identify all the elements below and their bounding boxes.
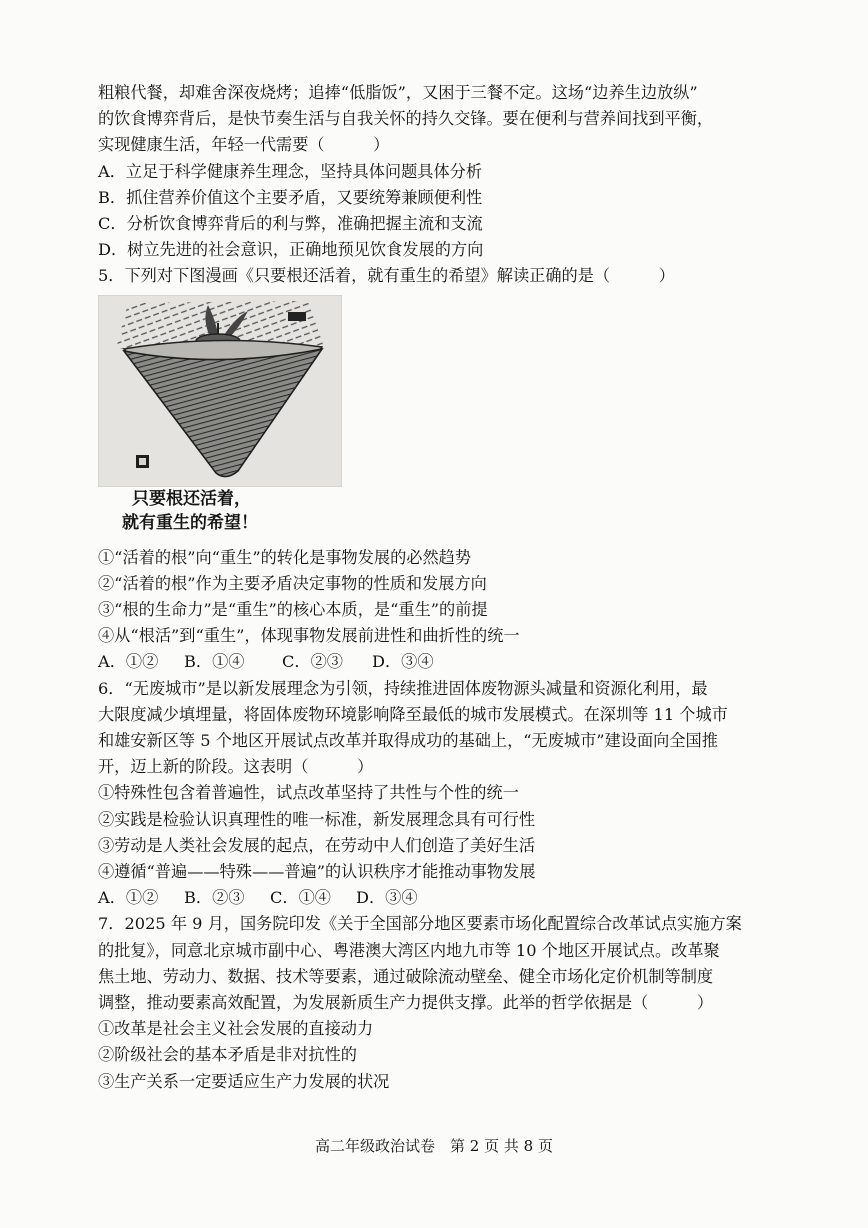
q5-statement-2: ②“活着的根”作为主要矛盾决定事物的性质和发展方向 xyxy=(98,573,487,593)
q5-statement-1: ①“活着的根”向“重生”的转化是事物发展的必然趋势 xyxy=(98,547,472,567)
q6-choice-a: A．①② xyxy=(98,888,159,908)
q4-stem-line-3: 实现健康生活，年轻一代需要（ ） xyxy=(98,135,390,155)
q6-stem-line-2: 大限度减少填埋量，将固体废物环境影响降至最低的城市发展模式。在深圳等 11 个城市 xyxy=(98,704,728,724)
q4-option-d: D．树立先进的社会意识，正确地预见饮食发展的方向 xyxy=(98,240,484,260)
q7-statement-2: ②阶级社会的基本矛盾是非对抗性的 xyxy=(98,1045,357,1065)
cartoon-image xyxy=(98,295,342,487)
q6-stem-line-4: 开，迈上新的阶段。这表明（ ） xyxy=(98,757,374,777)
page-footer: 高二年级政治试卷 第 2 页 共 8 页 xyxy=(315,1137,553,1155)
question-4 xyxy=(98,80,798,263)
q4-stem-line-2: 的饮食博弈背后，是快节奏生活与自我关怀的持久交锋。要在便利与营养间找到平衡， xyxy=(98,109,714,129)
q5-choice-b: B．①④ xyxy=(184,652,245,672)
q5-stem: 5．下列对下图漫画《只要根还活着，就有重生的希望》解读正确的是（ ） xyxy=(98,266,675,286)
q4-option-a: A．立足于科学健康养生理念，坚持具体问题具体分析 xyxy=(98,161,483,181)
cartoon-caption-line-1: 只要根还活着， xyxy=(132,488,251,509)
q4-stem-line-1: 粗粮代餐，却难舍深夜烧烤；追捧“低脂饭”，又困于三餐不定。这场“边养生边放纵” xyxy=(98,83,698,102)
q6-choice-c: C．①④ xyxy=(270,888,331,908)
q6-statement-1: ①特殊性包含着普遍性，试点改革坚持了共性与个性的统一 xyxy=(98,783,519,803)
page-content xyxy=(98,80,798,1095)
cartoon-caption xyxy=(98,487,342,535)
q6-statement-2: ②实践是检验认识真理性的唯一标准，新发展理念具有可行性 xyxy=(98,809,536,829)
q7-stem-line-3: 焦土地、劳动力、数据、技术等要素，通过破除流动壁垒、健全市场化定价机制等制度 xyxy=(98,966,714,986)
q6-choice-d: D．③④ xyxy=(356,888,418,908)
q5-choice-d: D．③④ xyxy=(372,652,434,672)
q7-stem-line-4: 调整，推动要素高效配置，为发展新质生产力提供支撑。此举的哲学依据是（ ） xyxy=(98,993,714,1013)
q7-stem-line-2: 的批复》，同意北京城市副中心、粤港澳大湾区内地九市等 10 个地区开展试点。改革聚 xyxy=(98,940,720,960)
question-6 xyxy=(98,676,798,912)
cartoon-caption-line-2: 就有重生的希望！ xyxy=(122,512,258,533)
cartoon-figure xyxy=(98,295,342,535)
q7-statement-3: ③生产关系一定要适应生产力发展的状况 xyxy=(98,1071,390,1091)
q6-stem-line-1: 6．“无废城市”是以新发展理念为引领，持续推进固体废物源头减量和资源化利用，最 xyxy=(98,678,708,698)
q5-choices xyxy=(98,649,798,675)
q6-choice-b: B．②③ xyxy=(184,888,245,908)
q6-choices xyxy=(98,885,798,911)
question-5 xyxy=(98,263,798,675)
q7-stem-line-1: 7．2025 年 9 月，国务院印发《关于全国部分地区要素市场化配置综合改革试点实施方案 xyxy=(98,914,742,934)
q4-option-b: B．抓住营养价值这个主要矛盾，又要统筹兼顾便利性 xyxy=(98,187,483,207)
q6-stem-line-3: 和雄安新区等 5 个地区开展试点改革并取得成功的基础上，“无废城市”建设面向全国推 xyxy=(98,731,718,751)
q6-statement-4: ④遵循“普遍——特殊——普遍”的认识秩序才能推动事物发展 xyxy=(98,862,536,882)
q5-statement-3: ③“根的生命力”是“重生”的核心本质，是“重生”的前提 xyxy=(98,600,488,620)
q5-choice-a: A．①② xyxy=(98,652,159,672)
q7-statement-1: ①改革是社会主义社会发展的直接动力 xyxy=(98,1019,374,1039)
q5-statement-4: ④从“根活”到“重生”，体现事物发展前进性和曲折性的统一 xyxy=(98,626,520,646)
q4-option-c: C．分析饮食博弈背后的利与弊，准确把握主流和支流 xyxy=(98,214,483,234)
question-7 xyxy=(98,911,798,1094)
q5-choice-c: C．②③ xyxy=(282,652,343,672)
q6-statement-3: ③劳动是人类社会发展的起点，在劳动中人们创造了美好生活 xyxy=(98,835,536,855)
